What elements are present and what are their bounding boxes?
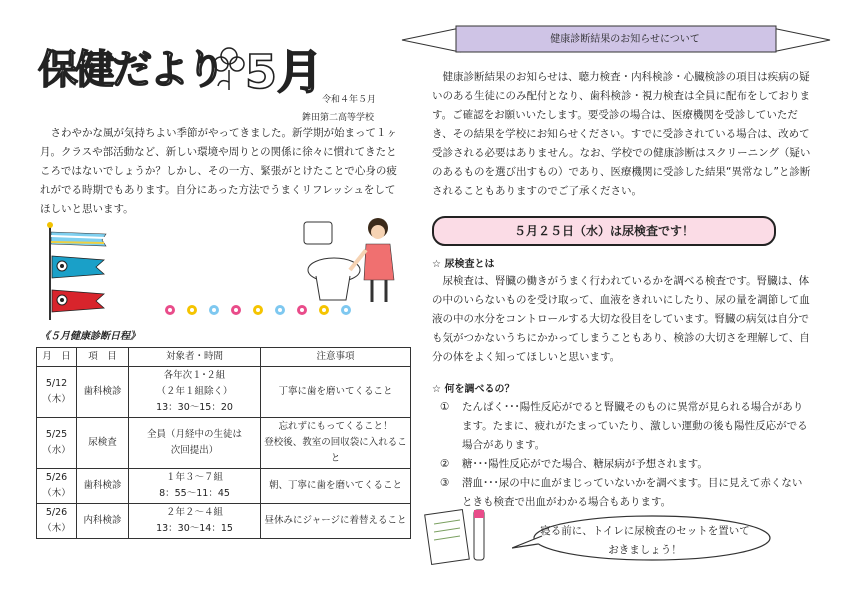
column-header: 月 日 bbox=[37, 348, 77, 367]
intro-paragraph: さわやかな風が気持ちよい季節がやってきました。新学期が始まって１ヶ月。クラスや部活動など、新しい環境や周りとの関係に徐々に慣れてきたところではないでしょうか？しかし、その一方、緊張がとけたことで心身の疲れがでる時期でもあります。自分にあった方法でうまくリフレッシュをしてほしいと思います。 bbox=[40, 127, 397, 215]
table-header-row bbox=[37, 348, 411, 367]
schedule-table bbox=[36, 347, 411, 539]
urine-check-list bbox=[440, 398, 812, 512]
urine-what-title: ☆ 尿検査とは bbox=[432, 259, 495, 270]
column-header: 対象者・時間 bbox=[129, 348, 261, 367]
schedule-title: 《５月健康診断日程》 bbox=[40, 331, 140, 342]
row-date: 5/26 （木） bbox=[37, 504, 77, 539]
row-item: 尿検査 bbox=[77, 418, 129, 469]
table-row bbox=[37, 367, 411, 418]
row-notes: 忘れずにもってくること！ 登校後、教室の回収袋に入れること bbox=[261, 418, 411, 469]
row-date: 5/25 （水） bbox=[37, 418, 77, 469]
koinobori-illustration bbox=[44, 222, 114, 322]
girl-toilet-illustration bbox=[300, 210, 410, 310]
column-header: 注意事項 bbox=[261, 348, 411, 367]
notice-banner-title: 健康診断結果のお知らせについて bbox=[550, 34, 700, 45]
school-name: 鉾田第二高等学校 bbox=[302, 113, 375, 123]
table-row bbox=[37, 504, 411, 539]
urine-what-body: 尿検査は、腎臓の働きがうまく行われているかを調べる検査です。腎臓は、体の中のいらないものを受け取って、血液をきれいにしたり、尿の量を調節して血液の中の水分をコントロールする大切な役目をしています。腎臓の病気は自分でも気がつかないうちにかかってしまうこともあり、検診の大切さを理解して、自分の体をよく知ってほしいと思います。 bbox=[432, 275, 810, 363]
urine-check-title: ☆ 何を調べるの？ bbox=[432, 384, 515, 395]
notice-body: 健康診断結果のお知らせは、聴力検査・内科検診・心臓検診の項目は疾病の疑いのある生徒にのみ配付となり、歯科検診・視力検査は全員に配布をしております。ご確認をお願いいたします。要受診の場合は、医療機関を受診していただき、その結果を学校にお知らせください。すでに受診されている場合は、改めて受診される必要はありません。なお、学校での健康診断はスクリーニング（疑いのあるものを選び出すもの）であり、医療機関に受診した結果“異常なし”と診断されることもありますのでご了承ください。 bbox=[432, 71, 811, 197]
row-date: 5/12 （木） bbox=[37, 367, 77, 418]
row-item: 内科検診 bbox=[77, 504, 129, 539]
issue-date: 令和４年５月 bbox=[322, 95, 377, 105]
table-row bbox=[37, 469, 411, 504]
list-item: ③ 潜血･･･尿の中に血がまじっていないかを調べます。目に見えて赤くないときも検査で出血がわかる場合もあります。 bbox=[440, 477, 803, 508]
row-target: ２年２～４組 13：30～14：15 bbox=[129, 504, 261, 539]
row-target: 各年次１･２組 （２年１組除く） 13：30～15：20 bbox=[129, 367, 261, 418]
newsletter-month: 5月 bbox=[245, 45, 324, 99]
newsletter-title: 保健だより bbox=[38, 47, 223, 93]
urine-test-headline: ５月２５日（水）は尿検査です！ bbox=[432, 216, 776, 246]
urine-kit-illustration bbox=[424, 506, 500, 568]
column-header: 項 目 bbox=[77, 348, 129, 367]
row-target: 全員（月経中の生徒は 次回提出） bbox=[129, 418, 261, 469]
row-notes: 昼休みにジャージに着替えること bbox=[261, 504, 411, 539]
row-date: 5/26 （木） bbox=[37, 469, 77, 504]
row-item: 歯科検診 bbox=[77, 367, 129, 418]
row-item: 歯科検診 bbox=[77, 469, 129, 504]
list-item: ② 糖･･･陽性反応がでた場合、糖尿病が予想されます。 bbox=[440, 458, 708, 470]
table-row bbox=[37, 418, 411, 469]
reminder-text: 寝る前に、トイレに尿検査のセットを置いておきましょう！ bbox=[540, 525, 750, 556]
row-notes: 朝、丁寧に歯を磨いてくること bbox=[261, 469, 411, 504]
row-target: １年３～７組 8：55～11：45 bbox=[129, 469, 261, 504]
list-item: ① たんぱく･･･陽性反応がでると腎臓そのものに異常が見られる場合があります。たまに、疲れがたまっていたり、激しい運動の後も陽性反応がでる場合があります。 bbox=[440, 401, 808, 451]
row-notes: 丁寧に歯を磨いてくること bbox=[261, 367, 411, 418]
flower-illustration bbox=[212, 42, 246, 92]
